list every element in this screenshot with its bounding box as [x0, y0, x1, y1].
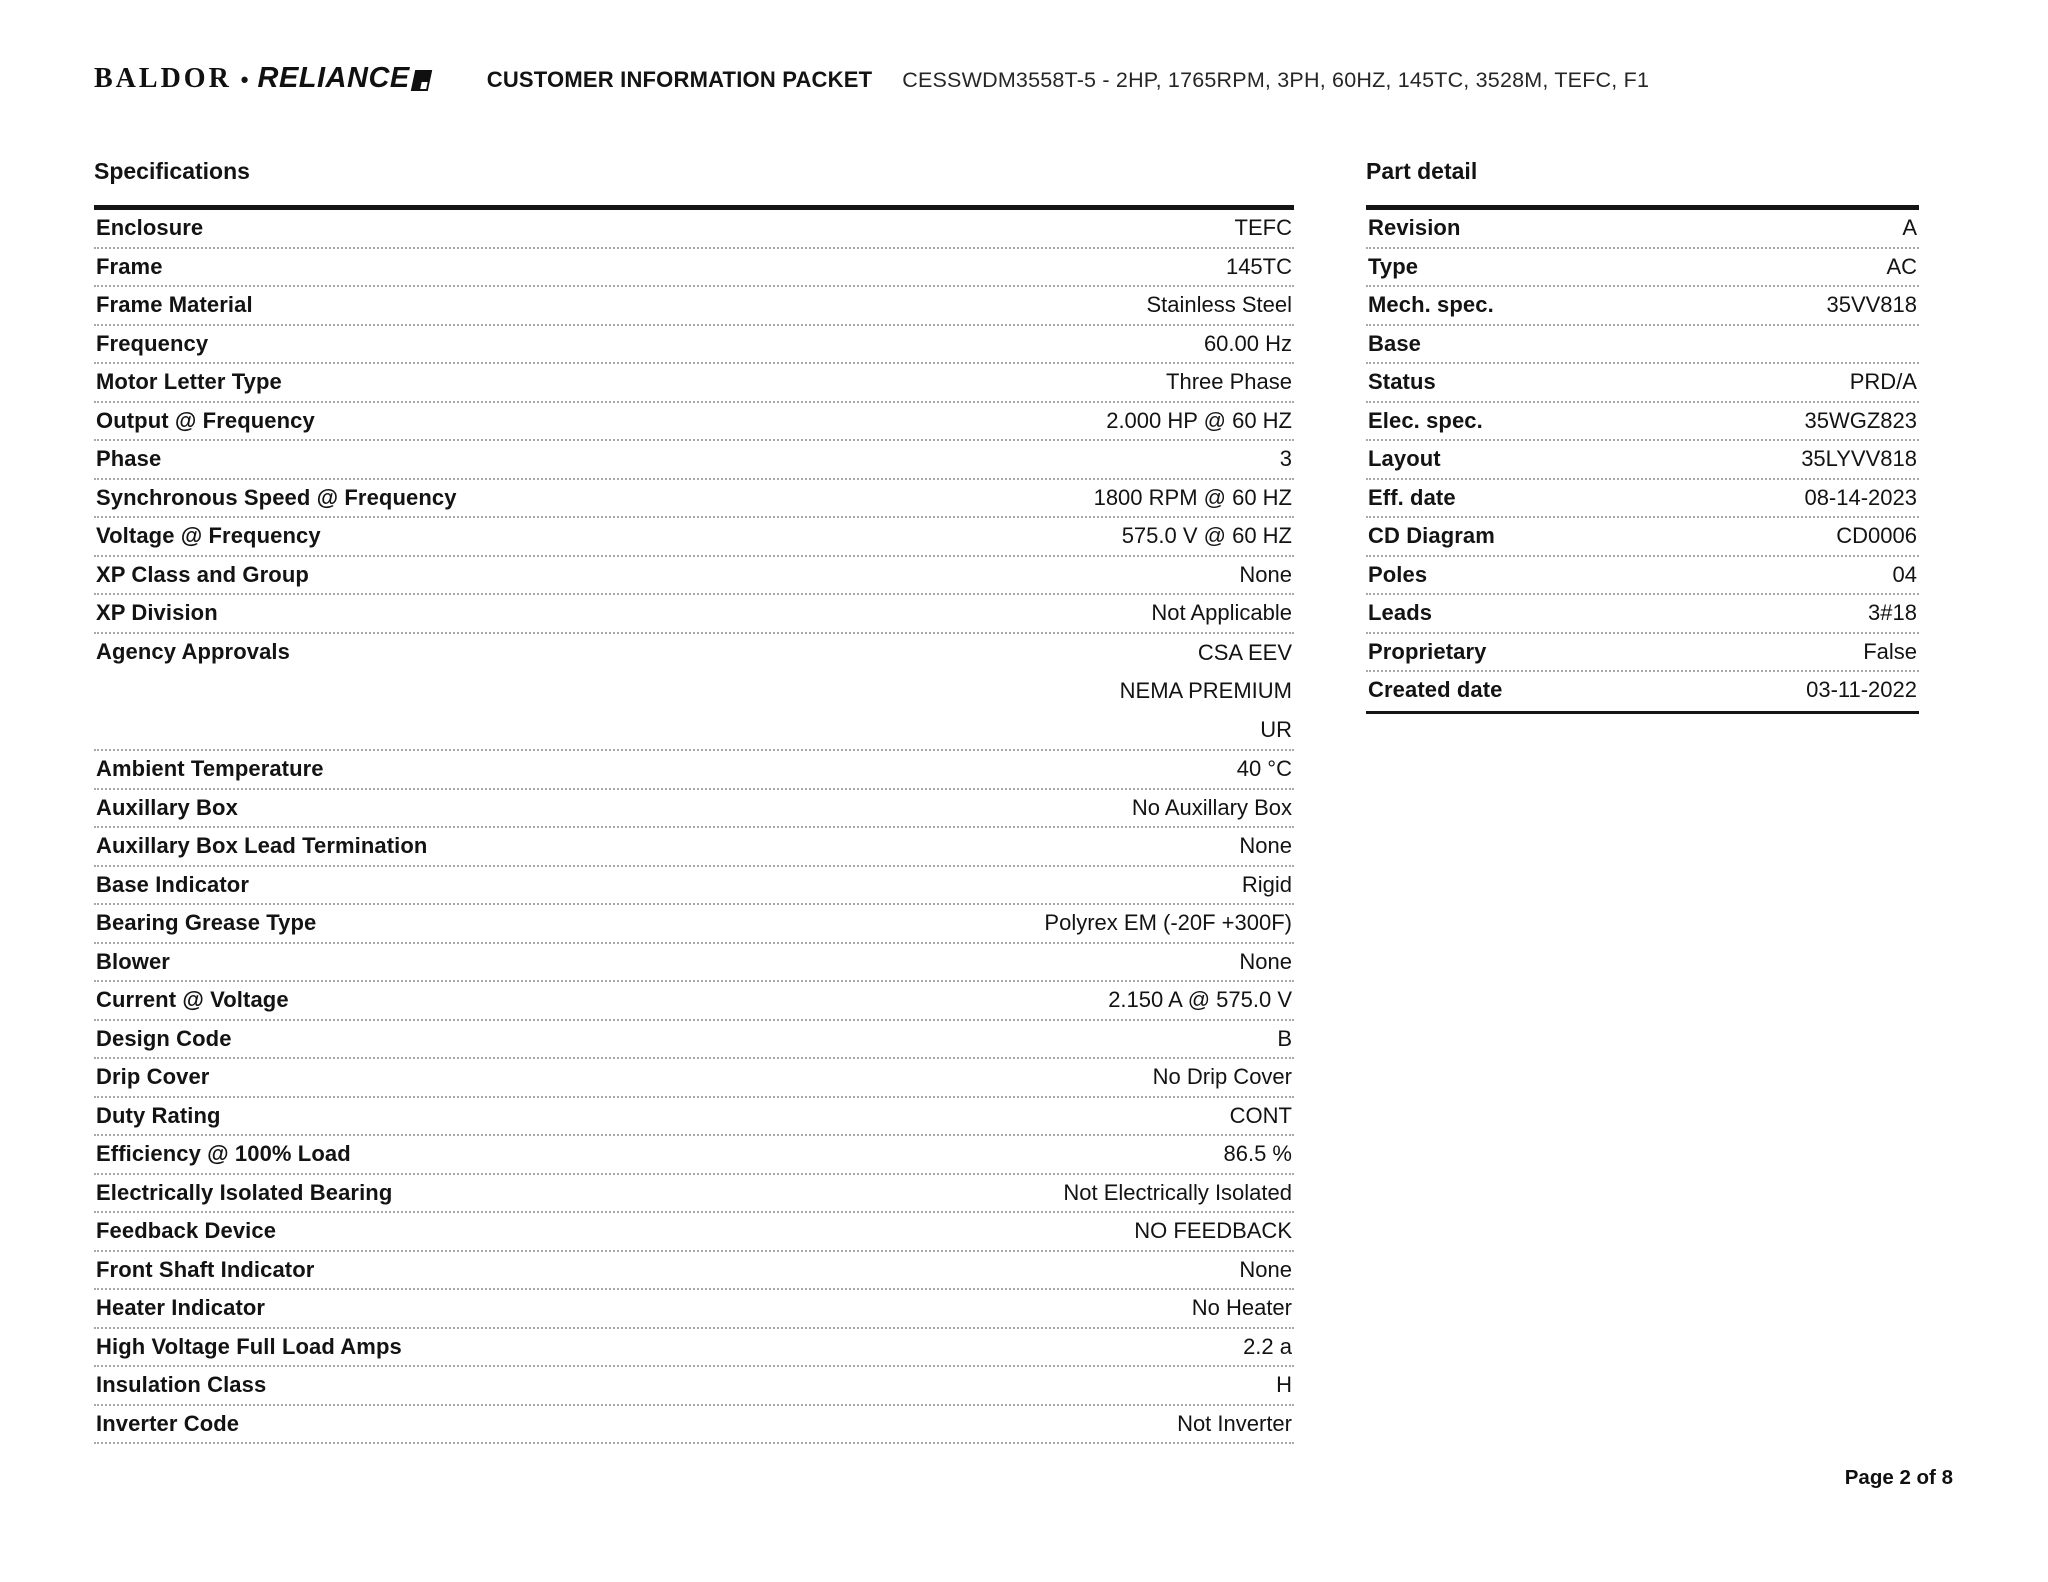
row-value: CD0006 [1836, 523, 1917, 548]
table-row [1366, 672, 1919, 711]
table-row [94, 518, 1294, 557]
table-row [94, 403, 1294, 442]
row-label: Blower [96, 948, 170, 974]
row-value-line: UR [1260, 716, 1292, 742]
row-value [290, 634, 1292, 750]
row-label: Enclosure [96, 215, 204, 240]
row-label: XP Class and Group [96, 561, 309, 587]
table-row [94, 441, 1294, 480]
page-header [94, 62, 1954, 95]
table-row [94, 480, 1294, 519]
table-row [94, 634, 1294, 752]
table-row [94, 751, 1294, 790]
table-row [94, 326, 1294, 365]
row-value: NO FEEDBACK [1134, 1218, 1292, 1243]
table-row [94, 1175, 1294, 1214]
row-label: Base [1368, 330, 1421, 356]
logo-dot-icon: • [240, 67, 249, 92]
row-label: Revision [1368, 215, 1461, 240]
table-row [94, 1367, 1294, 1406]
row-label: Front Shaft Indicator [96, 1256, 315, 1282]
row-value: No Drip Cover [1152, 1064, 1292, 1089]
table-row [94, 1098, 1294, 1137]
row-value: 40 °C [1236, 756, 1292, 781]
row-value-line: CSA EEV [1197, 639, 1292, 665]
table-row [94, 905, 1294, 944]
row-label: Duty Rating [96, 1102, 221, 1128]
row-value: Not Inverter [1177, 1410, 1292, 1436]
row-value: AC [1886, 253, 1917, 279]
row-label: Auxillary Box [96, 794, 238, 820]
row-value: PRD/A [1849, 369, 1917, 394]
row-value: 145TC [1225, 253, 1292, 279]
table-row [94, 790, 1294, 829]
row-label: Agency Approvals [96, 638, 290, 664]
part-detail-title: Part detail [1366, 158, 1478, 184]
row-value-line: NEMA PREMIUM [1119, 678, 1292, 703]
row-label: Layout [1368, 446, 1441, 471]
row-label: Frequency [96, 330, 209, 356]
row-value: None [1239, 948, 1292, 974]
row-value: 60.00 Hz [1203, 330, 1292, 356]
table-row [1366, 557, 1919, 596]
table-row [94, 1213, 1294, 1252]
row-value: 2.2 a [1243, 1333, 1292, 1359]
part-detail-section [1366, 156, 1919, 714]
baldor-reliance-logo [94, 62, 430, 95]
table-row [94, 867, 1294, 906]
table-row [1366, 480, 1919, 519]
row-value: TEFC [1234, 215, 1292, 240]
row-label: Ambient Temperature [96, 756, 324, 781]
table-row [94, 557, 1294, 596]
row-value: 1800 RPM @ 60 HZ [1093, 484, 1292, 510]
table-row [1366, 634, 1919, 673]
table-row [1366, 326, 1919, 365]
reliance-trademark-icon [411, 70, 432, 91]
row-label: Mech. spec. [1368, 292, 1494, 317]
table-row [1366, 249, 1919, 288]
document-title: CUSTOMER INFORMATION PACKET [486, 67, 873, 92]
table-row [94, 1136, 1294, 1175]
row-label: Poles [1368, 561, 1428, 587]
row-label: Current @ Voltage [96, 987, 289, 1012]
row-value: CONT [1229, 1102, 1292, 1128]
row-value: 35VV818 [1826, 292, 1917, 317]
row-label: Frame [96, 253, 163, 279]
specifications-title: Specifications [94, 158, 250, 184]
row-value: 575.0 V @ 60 HZ [1121, 523, 1292, 548]
table-row [1366, 364, 1919, 403]
table-row [1366, 287, 1919, 326]
row-value: 08-14-2023 [1804, 484, 1917, 510]
row-value: H [1276, 1372, 1292, 1397]
row-value: None [1239, 833, 1292, 858]
row-label: Frame Material [96, 292, 253, 317]
row-label: Feedback Device [96, 1218, 277, 1243]
row-label: Type [1368, 253, 1419, 279]
row-value: 03-11-2022 [1806, 677, 1917, 702]
row-value: No Auxillary Box [1131, 794, 1292, 820]
row-label: XP Division [96, 600, 218, 625]
row-label: Efficiency @ 100% Load [96, 1141, 351, 1166]
table-row [94, 944, 1294, 983]
row-value: No Heater [1191, 1295, 1292, 1320]
table-row [1366, 210, 1919, 249]
row-value: 2.000 HP @ 60 HZ [1106, 407, 1292, 433]
row-label: Leads [1368, 600, 1433, 625]
table-row [94, 1021, 1294, 1060]
specifications-table [94, 205, 1294, 1444]
row-value: Not Applicable [1151, 600, 1292, 625]
table-row [94, 828, 1294, 867]
row-value: None [1239, 1256, 1292, 1282]
page-number: Page 2 of 8 [1844, 1466, 1953, 1489]
row-value: Polyrex EM (-20F +300F) [1044, 910, 1292, 935]
table-row [94, 595, 1294, 634]
row-label: Phase [96, 446, 162, 471]
table-row [94, 364, 1294, 403]
row-value: Three Phase [1166, 369, 1292, 394]
table-row [1366, 595, 1919, 634]
row-label: Bearing Grease Type [96, 910, 317, 935]
row-label: CD Diagram [1368, 523, 1495, 548]
row-value: 04 [1892, 561, 1917, 587]
row-label: Elec. spec. [1368, 407, 1483, 433]
table-row [1366, 441, 1919, 480]
table-row [94, 1329, 1294, 1368]
table-row [94, 1059, 1294, 1098]
row-value: Rigid [1241, 871, 1292, 897]
row-value: False [1863, 638, 1917, 664]
row-value: 3#18 [1868, 600, 1917, 625]
row-label: Inverter Code [96, 1410, 240, 1436]
row-label: Synchronous Speed @ Frequency [96, 484, 457, 510]
specifications-section [94, 156, 1294, 1444]
row-value: Stainless Steel [1146, 292, 1292, 317]
row-label: Heater Indicator [96, 1295, 266, 1320]
row-value: 35LYVV818 [1801, 446, 1917, 471]
row-label: Insulation Class [96, 1372, 267, 1397]
row-value: Not Electrically Isolated [1063, 1179, 1292, 1205]
row-value: 35WGZ823 [1804, 407, 1917, 433]
row-label: Auxillary Box Lead Termination [96, 833, 428, 858]
logo-reliance-text: RELIANCE [257, 62, 410, 94]
table-row [94, 287, 1294, 326]
row-label: Motor Letter Type [96, 369, 282, 394]
table-row [1366, 518, 1919, 557]
row-label: High Voltage Full Load Amps [96, 1333, 402, 1359]
part-detail-table [1366, 205, 1919, 714]
row-label: Eff. date [1368, 484, 1456, 510]
row-label: Drip Cover [96, 1064, 210, 1089]
row-label: Created date [1368, 677, 1503, 702]
row-value: None [1239, 561, 1292, 587]
row-value: 86.5 % [1223, 1141, 1292, 1166]
row-value: A [1902, 215, 1917, 240]
row-label: Proprietary [1368, 638, 1487, 664]
row-value: 3 [1279, 446, 1292, 471]
table-row [94, 249, 1294, 288]
table-row [94, 210, 1294, 249]
table-row [94, 1252, 1294, 1291]
row-label: Status [1368, 369, 1436, 394]
table-row [1366, 403, 1919, 442]
row-value: B [1277, 1025, 1292, 1051]
row-label: Voltage @ Frequency [96, 523, 321, 548]
row-label: Electrically Isolated Bearing [96, 1179, 393, 1205]
table-row [94, 1406, 1294, 1445]
document-subtitle: CESSWDM3558T-5 - 2HP, 1765RPM, 3PH, 60HZ, 145TC, 3528M, TEFC, F1 [902, 68, 1650, 92]
row-label: Base Indicator [96, 871, 250, 897]
row-label: Output @ Frequency [96, 407, 315, 433]
table-row [94, 982, 1294, 1021]
row-label: Design Code [96, 1025, 232, 1051]
logo-baldor-text: BALDOR [94, 63, 232, 94]
table-row [94, 1290, 1294, 1329]
row-value: 2.150 A @ 575.0 V [1108, 987, 1292, 1012]
